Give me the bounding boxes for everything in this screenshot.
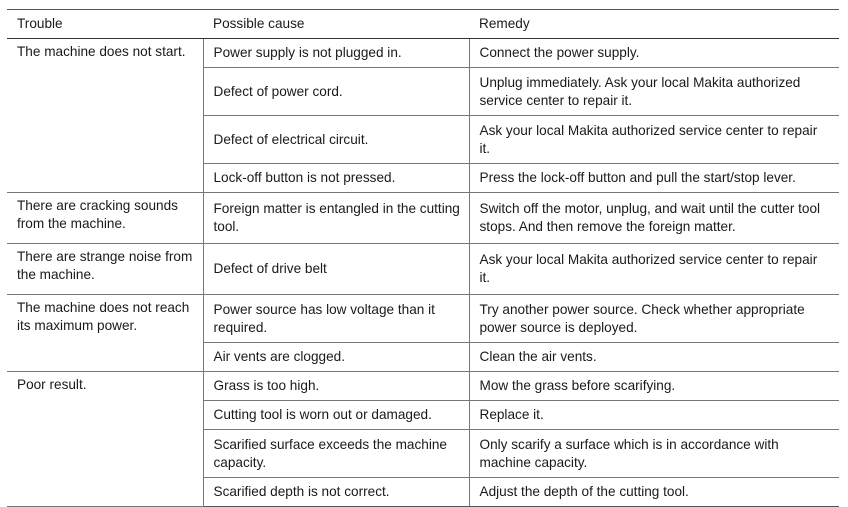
trouble-cell: Poor result. — [7, 372, 203, 507]
header-possible-cause: Possible cause — [203, 10, 469, 39]
table-row — [7, 193, 839, 244]
remedy-cell: Unplug immediately. Ask your local Makita authorized service center to repair it. — [469, 68, 839, 116]
cause-cell: Power source has low voltage than it required. — [203, 295, 469, 343]
remedy-cell: Try another power source. Check whether appropriate power source is deployed. — [469, 295, 839, 343]
remedy-cell: Ask your local Makita authorized service center to repair it. — [469, 116, 839, 164]
remedy-cell: Switch off the motor, unplug, and wait until the cutter tool stops. And then remove the foreign matter. — [469, 193, 839, 244]
remedy-cell: Ask your local Makita authorized service center to repair it. — [469, 244, 839, 295]
cause-cell: Foreign matter is entangled in the cutting tool. — [203, 193, 469, 244]
cause-cell: Air vents are clogged. — [203, 343, 469, 372]
troubleshooting-table-container — [7, 9, 839, 507]
cause-cell: Scarified surface exceeds the machine capacity. — [203, 430, 469, 478]
remedy-cell: Clean the air vents. — [469, 343, 839, 372]
header-remedy: Remedy — [469, 10, 839, 39]
cause-cell: Cutting tool is worn out or damaged. — [203, 401, 469, 430]
cause-cell: Grass is too high. — [203, 372, 469, 401]
table-row — [7, 244, 839, 295]
cause-cell: Defect of electrical circuit. — [203, 116, 469, 164]
trouble-cell: The machine does not reach its maximum power. — [7, 295, 203, 372]
remedy-cell: Replace it. — [469, 401, 839, 430]
remedy-cell: Adjust the depth of the cutting tool. — [469, 478, 839, 507]
remedy-cell: Mow the grass before scarifying. — [469, 372, 839, 401]
cause-cell: Power supply is not plugged in. — [203, 39, 469, 68]
cause-cell: Defect of drive belt — [203, 244, 469, 295]
remedy-cell: Connect the power supply. — [469, 39, 839, 68]
cause-cell: Scarified depth is not correct. — [203, 478, 469, 507]
remedy-cell: Press the lock-off button and pull the start/stop lever. — [469, 164, 839, 193]
remedy-cell: Only scarify a surface which is in accordance with machine capacity. — [469, 430, 839, 478]
table-header-row — [7, 10, 839, 39]
trouble-cell: The machine does not start. — [7, 39, 203, 193]
table-row — [7, 39, 839, 68]
trouble-cell: There are cracking sounds from the machine. — [7, 193, 203, 244]
trouble-cell: There are strange noise from the machine. — [7, 244, 203, 295]
table-row — [7, 295, 839, 343]
table-row — [7, 372, 839, 401]
header-trouble: Trouble — [7, 10, 203, 39]
troubleshooting-table — [7, 9, 839, 507]
cause-cell: Lock-off button is not pressed. — [203, 164, 469, 193]
cause-cell: Defect of power cord. — [203, 68, 469, 116]
